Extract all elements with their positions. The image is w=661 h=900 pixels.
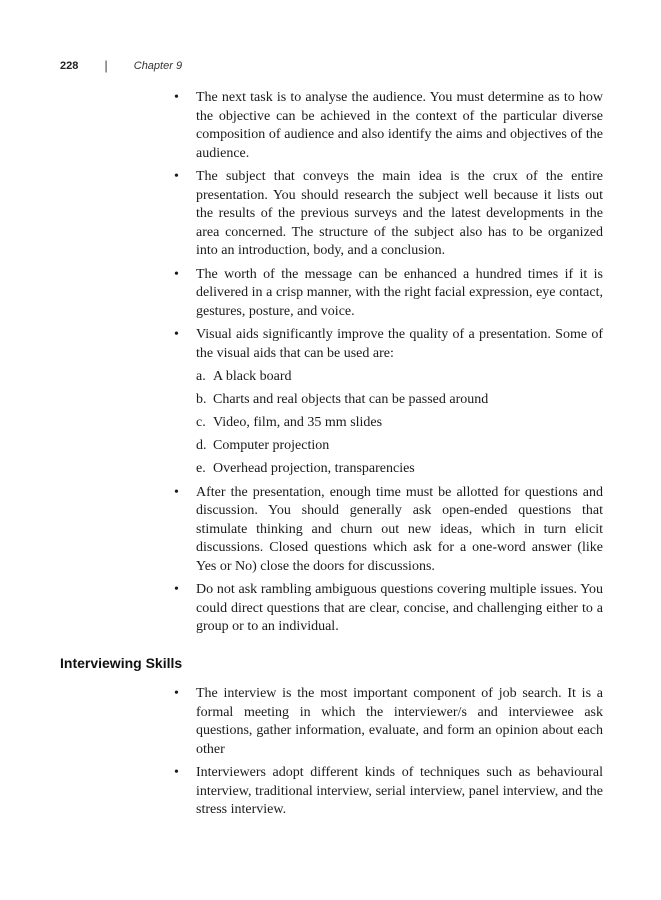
sub-list-item xyxy=(196,368,603,387)
sub-list-item xyxy=(196,460,603,479)
bullet-icon: • xyxy=(174,169,179,184)
list-item xyxy=(171,89,603,163)
bullet-icon: • xyxy=(174,90,179,105)
bullet-list-presentation xyxy=(171,89,603,642)
sub-list-letter: b. xyxy=(196,392,207,407)
list-item xyxy=(171,326,603,479)
bullet-icon: • xyxy=(174,686,179,701)
list-item-text: Do not ask rambling ambiguous questions covering multiple issues. You could direct questions that are clear, concise, and challenging either to a group or to an individual. xyxy=(196,582,603,634)
list-item xyxy=(171,168,603,261)
section-heading: Interviewing Skills xyxy=(60,655,183,671)
list-item xyxy=(171,484,603,577)
list-item-text: The worth of the message can be enhanced a hundred times if it is delivered in a crisp manner, with the right facial expression, eye contact, gestures, posture, and voice. xyxy=(196,266,603,319)
list-item xyxy=(171,581,603,637)
sub-list-text: Computer projection xyxy=(213,438,330,453)
list-item-text: The interview is the most important component of job search. It is a formal meeting in which the interviewer/s and interviewee ask questions, gather information, evaluate, and form an opinion about each other xyxy=(196,686,603,757)
running-header xyxy=(60,58,182,73)
list-item-text: Interviewers adopt different kinds of techniques such as behavioural interview, traditional interview, serial interview, panel interview, and the stress interview. xyxy=(196,765,603,817)
list-item xyxy=(171,764,603,820)
list-item xyxy=(171,685,603,759)
chapter-label: Chapter 9 xyxy=(133,59,183,72)
sub-list-letter: e. xyxy=(196,461,206,476)
list-item xyxy=(171,266,603,322)
bullet-icon: • xyxy=(174,582,179,597)
bullet-icon: • xyxy=(174,484,179,500)
bullet-icon: • xyxy=(174,266,179,282)
list-item-text: Visual aids significantly improve the quality of a presentation. Some of the visual aids that can be used are: xyxy=(196,327,603,361)
bullet-icon: • xyxy=(174,765,179,780)
list-item-text: The next task is to analyse the audience. You must determine as to how the objective can be achieved in the context of the particular diverse composition of audience and also identify the aims and objectives of the audience. xyxy=(196,90,603,161)
sub-list-letter: a. xyxy=(196,369,206,384)
list-item-text: After the presentation, enough time must be allotted for questions and discussion. You should generally ask open-ended questions that stimulate thinking and churn out new ideas, which in turn elicit discussions. Closed questions which ask for a one-word answer (like Yes or No) close the doors for discussions. xyxy=(196,484,603,574)
sub-list-item xyxy=(196,391,603,410)
sub-list-letter: c. xyxy=(196,415,206,430)
sub-list-text: Video, film, and 35 mm slides xyxy=(213,415,383,430)
list-item-text: The subject that conveys the main idea is the crux of the entire presentation. You should research the subject well because it lists out the results of the previous surveys and the latest developments in the area concerned. The structure of the subject also has to be organized into an introduction, body, and a conclusion. xyxy=(196,169,603,258)
sub-list-text: Overhead projection, transparencies xyxy=(213,461,415,476)
bullet-icon: • xyxy=(174,327,179,342)
visual-aids-list xyxy=(196,368,603,479)
sub-list-item xyxy=(196,414,603,433)
bullet-list-interviewing xyxy=(171,685,603,825)
page-number: 228 xyxy=(60,59,79,72)
sub-list-text: Charts and real objects that can be passed around xyxy=(213,392,489,407)
sub-list-text: A black board xyxy=(213,369,292,384)
sub-list-item xyxy=(196,437,603,456)
header-separator: | xyxy=(104,58,108,73)
sub-list-letter: d. xyxy=(196,438,207,453)
